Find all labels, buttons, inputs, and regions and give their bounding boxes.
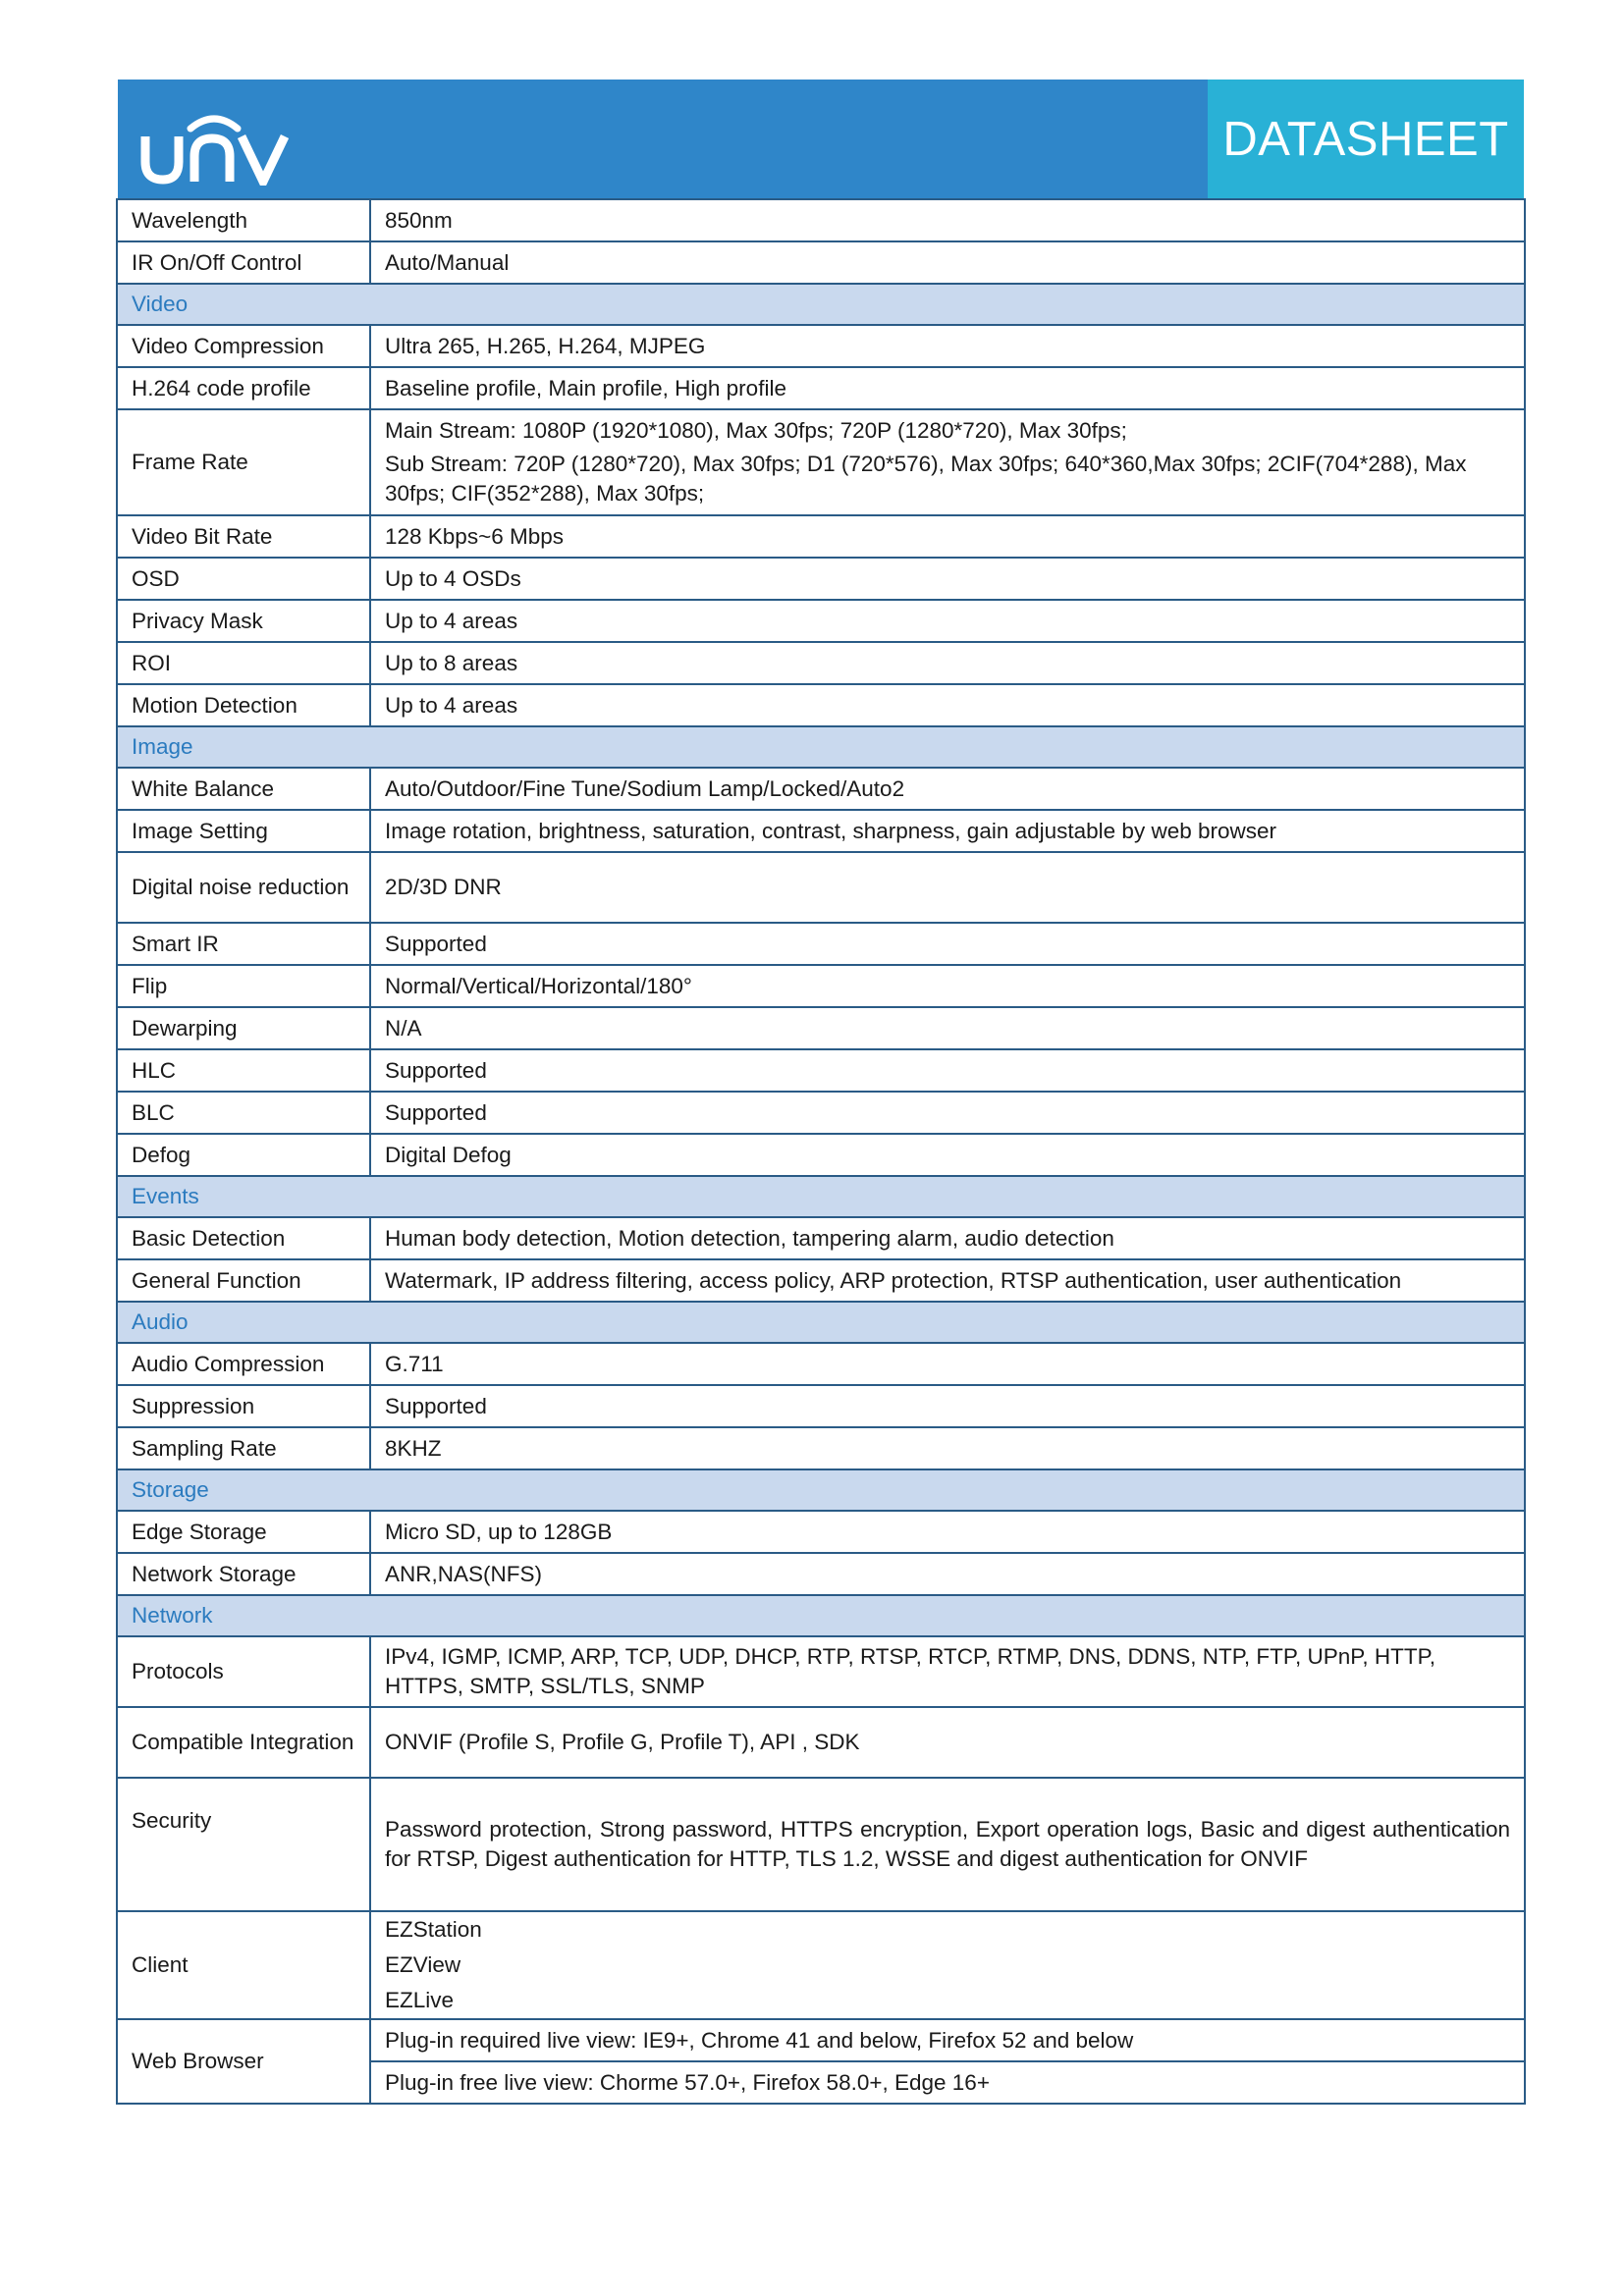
table-row (117, 810, 1525, 852)
spec-value: ANR,NAS(NFS) (370, 1553, 1525, 1595)
client-item: EZLive (385, 1988, 455, 2012)
table-row (117, 1427, 1525, 1469)
table-row (117, 1343, 1525, 1385)
spec-label: Video Compression (117, 325, 370, 367)
spec-label: Web Browser (117, 2019, 370, 2104)
spec-label: BLC (117, 1092, 370, 1134)
table-row (117, 558, 1525, 600)
spec-label: Privacy Mask (117, 600, 370, 642)
table-row (117, 1636, 1525, 1707)
spec-table (116, 198, 1526, 2105)
spec-label: Image Setting (117, 810, 370, 852)
section-title: Storage (117, 1469, 1525, 1511)
spec-label: White Balance (117, 768, 370, 810)
spec-label: Client (117, 1911, 370, 2019)
section-title: Events (117, 1176, 1525, 1217)
spec-label: Suppression (117, 1385, 370, 1427)
spec-value (370, 1911, 1525, 2019)
table-row (117, 1553, 1525, 1595)
spec-label: Edge Storage (117, 1511, 370, 1553)
table-row (117, 409, 1525, 515)
spec-value: Plug-in required live view: IE9+, Chrome 41 and below, Firefox 52 and below (370, 2019, 1525, 2061)
spec-value: Ultra 265, H.265, H.264, MJPEG (370, 325, 1525, 367)
table-row (117, 923, 1525, 965)
table-row (117, 768, 1525, 810)
table-row (117, 1911, 1525, 2019)
table-row (117, 1049, 1525, 1092)
table-row (117, 1778, 1525, 1911)
spec-label: Dewarping (117, 1007, 370, 1049)
table-row (117, 1707, 1525, 1778)
table-row (117, 367, 1525, 409)
spec-label: OSD (117, 558, 370, 600)
spec-label: Motion Detection (117, 684, 370, 726)
table-row (117, 1217, 1525, 1259)
spec-value: 2D/3D DNR (370, 852, 1525, 923)
spec-label: ROI (117, 642, 370, 684)
frame-rate-main: Main Stream: 1080P (1920*1080), Max 30fps; 720P (1280*720), Max 30fps; (385, 418, 1127, 443)
table-row (117, 684, 1525, 726)
section-header-storage (117, 1469, 1525, 1511)
spec-label: Basic Detection (117, 1217, 370, 1259)
spec-value: Auto/Manual (370, 241, 1525, 284)
client-item: EZStation (385, 1917, 482, 1942)
spec-value: Supported (370, 1092, 1525, 1134)
spec-label: Smart IR (117, 923, 370, 965)
spec-value: ONVIF (Profile S, Profile G, Profile T), API , SDK (370, 1707, 1525, 1778)
spec-label: HLC (117, 1049, 370, 1092)
spec-value: IPv4, IGMP, ICMP, ARP, TCP, UDP, DHCP, RTP, RTSP, RTCP, RTMP, DNS, DDNS, NTP, FTP, UPnP, HTTP, HTTPS, SMTP, SSL/TLS, SNMP (370, 1636, 1525, 1707)
spec-value: 8KHZ (370, 1427, 1525, 1469)
spec-value: Supported (370, 1049, 1525, 1092)
table-row (117, 1134, 1525, 1176)
spec-label: Flip (117, 965, 370, 1007)
spec-value: G.711 (370, 1343, 1525, 1385)
section-header-network (117, 1595, 1525, 1636)
spec-label: Compatible Integration (117, 1707, 370, 1778)
section-title: Video (117, 284, 1525, 325)
spec-value: Normal/Vertical/Horizontal/180° (370, 965, 1525, 1007)
table-row (117, 642, 1525, 684)
spec-value: N/A (370, 1007, 1525, 1049)
table-row (117, 1259, 1525, 1302)
spec-label: Sampling Rate (117, 1427, 370, 1469)
spec-value: Supported (370, 923, 1525, 965)
spec-label: Frame Rate (117, 409, 370, 515)
spec-label: Security (117, 1778, 370, 1911)
section-title: Image (117, 726, 1525, 768)
spec-value: Micro SD, up to 128GB (370, 1511, 1525, 1553)
header-banner (118, 80, 1524, 198)
table-row (117, 1007, 1525, 1049)
table-row (117, 241, 1525, 284)
spec-value: 128 Kbps~6 Mbps (370, 515, 1525, 558)
spec-label: Wavelength (117, 199, 370, 241)
spec-value: Baseline profile, Main profile, High profile (370, 367, 1525, 409)
spec-value: Auto/Outdoor/Fine Tune/Sodium Lamp/Locked/Auto2 (370, 768, 1525, 810)
spec-label: Defog (117, 1134, 370, 1176)
spec-value: Supported (370, 1385, 1525, 1427)
section-title: Audio (117, 1302, 1525, 1343)
spec-value: Up to 4 areas (370, 684, 1525, 726)
table-row (117, 199, 1525, 241)
spec-value: Plug-in free live view: Chorme 57.0+, Firefox 58.0+, Edge 16+ (370, 2061, 1525, 2104)
table-row (117, 852, 1525, 923)
section-header-image (117, 726, 1525, 768)
spec-value: Up to 4 areas (370, 600, 1525, 642)
table-row (117, 1092, 1525, 1134)
section-header-video (117, 284, 1525, 325)
spec-value: 850nm (370, 199, 1525, 241)
table-row (117, 1385, 1525, 1427)
spec-label: Digital noise reduction (117, 852, 370, 923)
table-row (117, 1511, 1525, 1553)
table-row (117, 325, 1525, 367)
spec-label: Protocols (117, 1636, 370, 1707)
spec-value: Watermark, IP address filtering, access policy, ARP protection, RTSP authentication, user authentication (370, 1259, 1525, 1302)
unv-logo (139, 107, 289, 186)
spec-value: Password protection, Strong password, HTTPS encryption, Export operation logs, Basic and digest authentication for RTSP, Digest authentication for HTTP, TLS 1.2, WSSE and digest authentication for ONVIF (370, 1778, 1525, 1911)
table-row (117, 515, 1525, 558)
table-row (117, 2019, 1525, 2061)
spec-label: H.264 code profile (117, 367, 370, 409)
spec-label: Network Storage (117, 1553, 370, 1595)
spec-value (370, 409, 1525, 515)
table-row (117, 965, 1525, 1007)
datasheet-label: DATASHEET (1208, 80, 1524, 198)
section-header-events (117, 1176, 1525, 1217)
spec-value: Up to 4 OSDs (370, 558, 1525, 600)
spec-label: Audio Compression (117, 1343, 370, 1385)
spec-label: Video Bit Rate (117, 515, 370, 558)
spec-value: Image rotation, brightness, saturation, contrast, sharpness, gain adjustable by web browser (370, 810, 1525, 852)
client-item: EZView (385, 1952, 461, 1977)
spec-value: Up to 8 areas (370, 642, 1525, 684)
spec-label: IR On/Off Control (117, 241, 370, 284)
section-header-audio (117, 1302, 1525, 1343)
spec-value: Digital Defog (370, 1134, 1525, 1176)
spec-label: General Function (117, 1259, 370, 1302)
frame-rate-sub: Sub Stream: 720P (1280*720), Max 30fps; D1 (720*576), Max 30fps; 640*360,Max 30fps; 2CIF(704*288), Max 30fps; CIF(352*288), Max 30fps; (385, 452, 1467, 506)
table-row (117, 600, 1525, 642)
spec-value: Human body detection, Motion detection, tampering alarm, audio detection (370, 1217, 1525, 1259)
section-title: Network (117, 1595, 1525, 1636)
